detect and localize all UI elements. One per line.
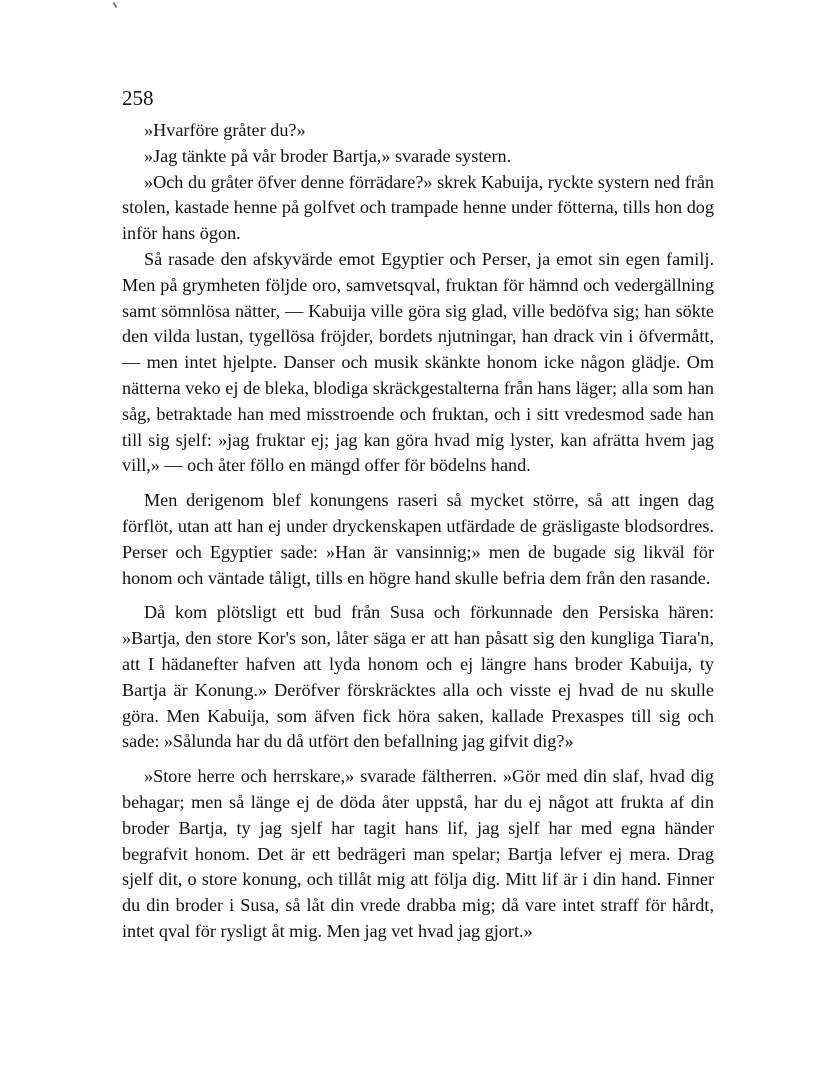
body-text (122, 118, 714, 945)
paragraph-7: »Store herre och herrskare,» svarade fältherren. »Gör med din slaf, hvad dig behagar; men så länge ej de döda åter uppstå, har du ej något att frukta af din broder Bartja, ty jag sjelf har tagit hans lif, jag sjelf har med egna händer begrafvit honom. Det är ett bedrägeri man spelar; Bartja lefver ej mera. Drag sjelf dit, o store konung, och tillåt mig att följa dig. Mitt lif är i din hand. Finner du din broder i Susa, så låt din vrede drabba mig; då vare intet straff för hårdt, intet qval för rysligt åt mig. Men jag vet hvad jag gjort.» (122, 766, 714, 941)
paragraph-1: »Hvarföre gråter du?» (144, 120, 306, 140)
page-number: 258 (122, 86, 154, 110)
scan-mark (113, 2, 118, 8)
paragraph-3: »Och du gråter öfver denne förrädare?» skrek Kabuija, ryckte systern ned från stolen, kastade henne på golfvet och trampade henne under fötterna, tills hon dog inför hans ögon. (122, 171, 714, 244)
paragraph-5: Men derigenom blef konungens raseri så mycket större, så att ingen dag förflöt, utan att han ej under dryckenskapen utfärdade de gräsligaste blodsordres. Perser och Egyptier sade: »Han är vansinnig;» men de bugade sig likväl för honom och väntade tåligt, tills en högre hand skulle befria dem från den rasande. (122, 490, 714, 588)
paragraph-4: Så rasade den afskyvärde emot Egyptier och Perser, ja emot sin egen familj. Men på grymheten följde oro, samvetsqval, fruktan för hämnd och vedergällning samt sömnlösa nätter, — Kabuija ville göra sig glad, ville bedöfva sig; han sökte den vilda lustan, tygellösa fröjder, bordets njutningar, han drack vin i öfvermått, — men intet hjelpte. Danser och musik skänkte honom icke någon glädje. Om nätterna veko ej de bleka, blodiga skräckgestalterna från hans läger; alla som han såg, betraktade han med misstroende och fruktan, och i sitt vredesmod sade han till sig sjelf: »jag fruktar ej; jag kan göra hvad mig lyster, kan afrätta hvem jag vill,» — och åter föllo en mängd offer för bödelns hand. (122, 248, 714, 476)
paragraph-6: Då kom plötsligt ett bud från Susa och förkunnade den Persiska hären: »Bartja, den store Kor's son, låter säga er att han påsatt sig den kungliga Tiara'n, att I hädanefter hafven att lyda honom och ej längre hans broder Kabuija, ty Bartja är Konung.» Deröfver förskräcktes alla och visste ej hvad de nu skulle göra. Men Kabuija, som äfven fick höra saken, kallade Prexaspes till sig och sade: »Sålunda har du då utfört den befallning jag gifvit dig?» (122, 602, 714, 752)
paragraph-2: »Jag tänkte på vår broder Bartja,» svarade systern. (144, 145, 512, 166)
